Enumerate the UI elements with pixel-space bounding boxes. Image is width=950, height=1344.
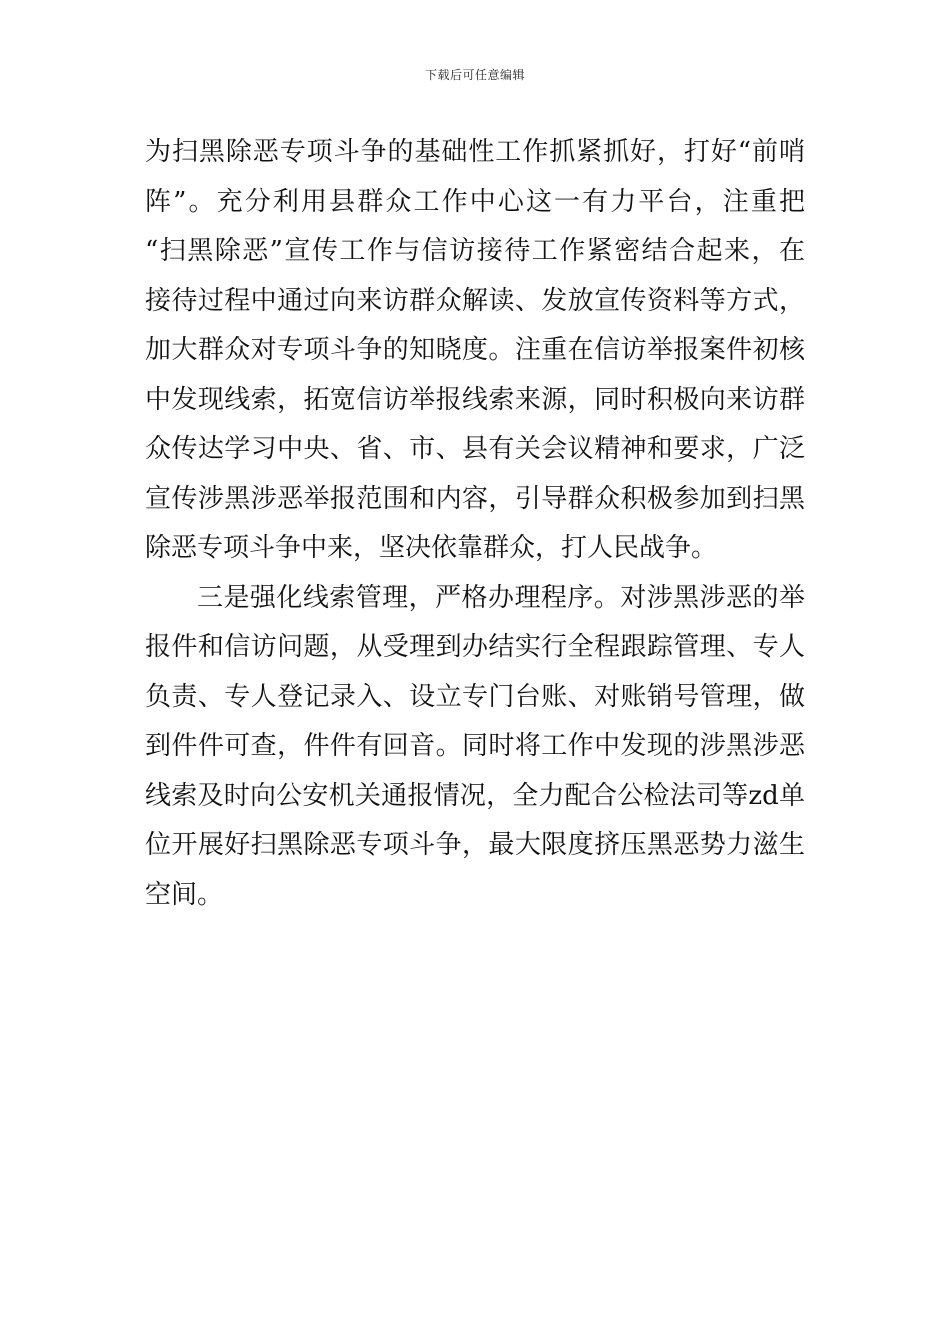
paragraph-2-line: 位开展好扫黑除恶专项斗争，最大限度挤压黑恶势力滋生 bbox=[145, 830, 805, 860]
paragraph-2-line: 到件件可查，件件有回音。同时将工作中发现的涉黑涉恶 bbox=[145, 731, 805, 761]
document-body bbox=[145, 128, 805, 920]
paragraph-1-line: 接待过程中通过向来访群众解读、发放宣传资料等方式， bbox=[145, 285, 805, 316]
paragraph-1-line: “扫黑除恶”宣传工作与信访接待工作紧密结合起来，在 bbox=[145, 236, 805, 266]
paragraph-2-line: 空间。 bbox=[145, 879, 224, 910]
paragraph-1-line: 中发现线索，拓宽信访举报线索来源，同时积极向来访群 bbox=[145, 384, 805, 415]
header-note: 下载后可任意编辑 bbox=[424, 68, 525, 82]
paragraph-2-line: 负责、专人登记录入、设立专门台账、对账销号管理，做 bbox=[145, 681, 805, 712]
paragraph-1 bbox=[145, 128, 805, 574]
paragraph-1-line: 阵”。充分利用县群众工作中心这一有力平台，注重把 bbox=[145, 186, 805, 217]
paragraph-2 bbox=[145, 574, 805, 921]
paragraph-1-line: 为扫黑除恶专项斗争的基础性工作抓紧抓好，打好“前哨 bbox=[145, 137, 805, 167]
paragraph-1-line: 宣传涉黑涉恶举报范围和内容，引导群众积极参加到扫黑 bbox=[145, 483, 805, 514]
paragraph-2-line: 报件和信访问题，从受理到办结实行全程跟踪管理、专人 bbox=[145, 632, 805, 662]
paragraph-1-line: 加大群众对专项斗争的知晓度。注重在信访举报案件初核 bbox=[145, 335, 805, 365]
paragraph-1-line: 除恶专项斗争中来，坚决依靠群众，打人民战争。 bbox=[145, 533, 718, 563]
paragraph-2-line: 线索及时向公安机关通报情况，全力配合公检法司等zd单 bbox=[145, 780, 805, 811]
paragraph-1-line: 众传达学习中央、省、市、县有关会议精神和要求，广泛 bbox=[145, 434, 805, 464]
paragraph-2-line: 三是强化线索管理，严格办理程序。对涉黑涉恶的举 bbox=[197, 582, 805, 613]
